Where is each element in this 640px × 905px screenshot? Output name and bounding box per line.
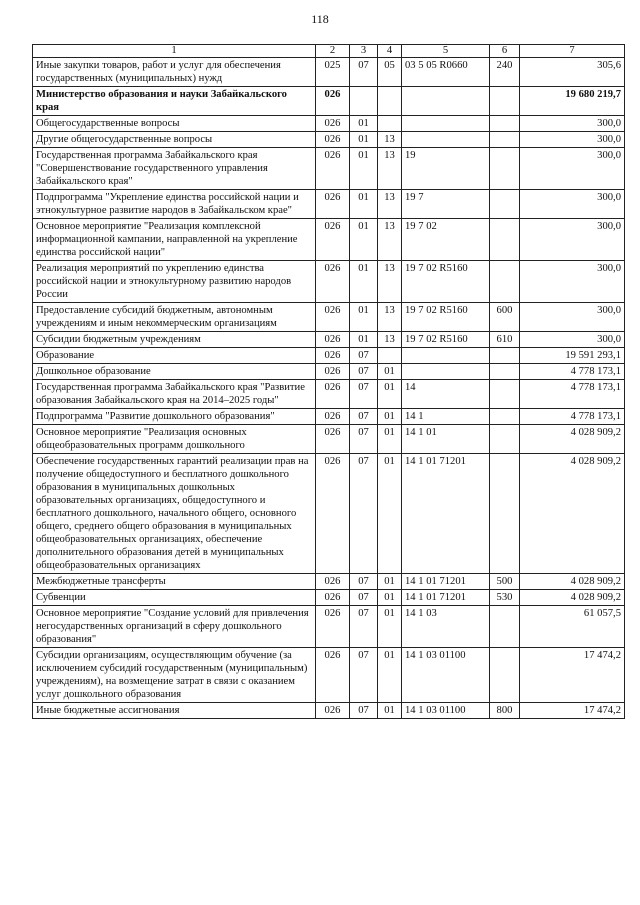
row-name-cell: Предоставление субсидий бюджетным, автономным учреждениям и иным некоммерческим организациям bbox=[33, 303, 316, 332]
amount-cell: 300,0 bbox=[520, 190, 625, 219]
expense-type-cell bbox=[490, 261, 520, 303]
target-article-cell: 14 1 01 71201 bbox=[402, 574, 490, 590]
row-name-cell: Субсидии бюджетным учреждениям bbox=[33, 332, 316, 348]
expense-type-cell bbox=[490, 219, 520, 261]
ministry-code-cell: 026 bbox=[316, 303, 350, 332]
table-row bbox=[33, 425, 625, 454]
row-name-cell: Общегосударственные вопросы bbox=[33, 116, 316, 132]
table-row bbox=[33, 116, 625, 132]
target-article-cell: 19 7 02 R5160 bbox=[402, 261, 490, 303]
target-article-cell: 14 1 03 01100 bbox=[402, 703, 490, 719]
ministry-code-cell: 026 bbox=[316, 425, 350, 454]
target-article-cell: 14 1 bbox=[402, 409, 490, 425]
expense-type-cell bbox=[490, 87, 520, 116]
subsection-cell: 13 bbox=[378, 332, 402, 348]
expense-type-cell bbox=[490, 148, 520, 190]
header-cell: 4 bbox=[378, 45, 402, 58]
amount-cell: 300,0 bbox=[520, 116, 625, 132]
amount-cell: 300,0 bbox=[520, 132, 625, 148]
table-row bbox=[33, 303, 625, 332]
section-cell: 07 bbox=[350, 380, 378, 409]
section-cell: 01 bbox=[350, 332, 378, 348]
subsection-cell bbox=[378, 348, 402, 364]
subsection-cell: 01 bbox=[378, 364, 402, 380]
amount-cell: 19 680 219,7 bbox=[520, 87, 625, 116]
budget-table bbox=[32, 44, 625, 719]
amount-cell: 19 591 293,1 bbox=[520, 348, 625, 364]
section-cell: 01 bbox=[350, 148, 378, 190]
section-cell: 01 bbox=[350, 190, 378, 219]
ministry-code-cell: 026 bbox=[316, 190, 350, 219]
ministry-code-cell: 026 bbox=[316, 261, 350, 303]
row-name-cell: Обеспечение государственных гарантий реализации прав на получение общедоступного и бесплатного дошкольного образования в муниципальных дошкольных образовательных организациях, общедоступного и бесплатного дошкольного, начального общего, основного общего, среднего общего образования в муниципальных общеобразовательных организациях, обеспечение дополнительного образования детей в муниципальных общеобразовательных организациях bbox=[33, 454, 316, 574]
amount-cell: 4 028 909,2 bbox=[520, 590, 625, 606]
section-cell: 01 bbox=[350, 261, 378, 303]
table-row bbox=[33, 332, 625, 348]
row-name-cell: Дошкольное образование bbox=[33, 364, 316, 380]
section-cell: 07 bbox=[350, 409, 378, 425]
ministry-code-cell: 026 bbox=[316, 132, 350, 148]
row-name-cell: Субсидии организациям, осуществляющим обучение (за исключением субсидий государственным (муниципальным) учреждениям), на возмещение затрат в связи с оказанием услуг дошкольного образования bbox=[33, 648, 316, 703]
expense-type-cell bbox=[490, 648, 520, 703]
section-cell: 07 bbox=[350, 606, 378, 648]
target-article-cell bbox=[402, 116, 490, 132]
header-cell: 7 bbox=[520, 45, 625, 58]
subsection-cell bbox=[378, 87, 402, 116]
expense-type-cell bbox=[490, 364, 520, 380]
amount-cell: 4 778 173,1 bbox=[520, 380, 625, 409]
amount-cell: 300,0 bbox=[520, 148, 625, 190]
subsection-cell: 01 bbox=[378, 425, 402, 454]
subsection-cell: 13 bbox=[378, 148, 402, 190]
table-row bbox=[33, 132, 625, 148]
amount-cell: 4 778 173,1 bbox=[520, 409, 625, 425]
target-article-cell: 19 7 bbox=[402, 190, 490, 219]
expense-type-cell: 600 bbox=[490, 303, 520, 332]
target-article-cell: 14 1 03 01100 bbox=[402, 648, 490, 703]
table-row bbox=[33, 219, 625, 261]
subsection-cell: 01 bbox=[378, 380, 402, 409]
section-cell: 07 bbox=[350, 574, 378, 590]
section-cell: 07 bbox=[350, 348, 378, 364]
row-name-cell: Субвенции bbox=[33, 590, 316, 606]
target-article-cell: 14 bbox=[402, 380, 490, 409]
subsection-cell: 01 bbox=[378, 606, 402, 648]
row-name-cell: Основное мероприятие "Создание условий для привлечения негосударственных организаций в сферу дошкольного образования" bbox=[33, 606, 316, 648]
ministry-code-cell: 026 bbox=[316, 148, 350, 190]
amount-cell: 4 778 173,1 bbox=[520, 364, 625, 380]
ministry-code-cell: 026 bbox=[316, 590, 350, 606]
ministry-code-cell: 026 bbox=[316, 116, 350, 132]
target-article-cell bbox=[402, 348, 490, 364]
expense-type-cell bbox=[490, 454, 520, 574]
subsection-cell: 01 bbox=[378, 590, 402, 606]
row-name-cell: Подпрограмма "Развитие дошкольного образования" bbox=[33, 409, 316, 425]
section-cell: 07 bbox=[350, 364, 378, 380]
header-cell: 3 bbox=[350, 45, 378, 58]
table-row bbox=[33, 703, 625, 719]
section-cell: 01 bbox=[350, 116, 378, 132]
row-name-cell: Подпрограмма "Укрепление единства российской нации и этнокультурное развитие народов в Забайкальском крае" bbox=[33, 190, 316, 219]
expense-type-cell: 610 bbox=[490, 332, 520, 348]
header-cell: 5 bbox=[402, 45, 490, 58]
ministry-code-cell: 026 bbox=[316, 648, 350, 703]
amount-cell: 4 028 909,2 bbox=[520, 574, 625, 590]
amount-cell: 300,0 bbox=[520, 332, 625, 348]
subsection-cell bbox=[378, 116, 402, 132]
expense-type-cell: 800 bbox=[490, 703, 520, 719]
expense-type-cell bbox=[490, 132, 520, 148]
section-cell: 07 bbox=[350, 703, 378, 719]
target-article-cell: 19 7 02 R5160 bbox=[402, 332, 490, 348]
amount-cell: 300,0 bbox=[520, 261, 625, 303]
table-row bbox=[33, 648, 625, 703]
table-row bbox=[33, 261, 625, 303]
amount-cell: 305,6 bbox=[520, 58, 625, 87]
target-article-cell: 14 1 01 71201 bbox=[402, 454, 490, 574]
section-cell: 07 bbox=[350, 425, 378, 454]
expense-type-cell: 500 bbox=[490, 574, 520, 590]
row-name-cell: Другие общегосударственные вопросы bbox=[33, 132, 316, 148]
subsection-cell: 13 bbox=[378, 190, 402, 219]
row-name-cell: Государственная программа Забайкальского края "Совершенствование государственного управления Забайкальского края" bbox=[33, 148, 316, 190]
row-name-cell: Реализация мероприятий по укреплению единства российской нации и этнокультурному развитию народов России bbox=[33, 261, 316, 303]
ministry-code-cell: 026 bbox=[316, 574, 350, 590]
section-cell: 07 bbox=[350, 590, 378, 606]
subsection-cell: 13 bbox=[378, 303, 402, 332]
amount-cell: 17 474,2 bbox=[520, 648, 625, 703]
expense-type-cell: 240 bbox=[490, 58, 520, 87]
header-cell: 6 bbox=[490, 45, 520, 58]
table-row bbox=[33, 364, 625, 380]
row-name-cell: Иные бюджетные ассигнования bbox=[33, 703, 316, 719]
target-article-cell: 19 7 02 R5160 bbox=[402, 303, 490, 332]
amount-cell: 4 028 909,2 bbox=[520, 425, 625, 454]
amount-cell: 300,0 bbox=[520, 219, 625, 261]
table-row bbox=[33, 58, 625, 87]
subsection-cell: 01 bbox=[378, 648, 402, 703]
target-article-cell: 14 1 01 71201 bbox=[402, 590, 490, 606]
subsection-cell: 01 bbox=[378, 703, 402, 719]
section-cell: 07 bbox=[350, 454, 378, 574]
table-row bbox=[33, 574, 625, 590]
row-name-cell: Межбюджетные трансферты bbox=[33, 574, 316, 590]
table-row bbox=[33, 380, 625, 409]
table-row bbox=[33, 348, 625, 364]
row-name-cell: Государственная программа Забайкальского края "Развитие образования Забайкальского края на 2014–2025 годы" bbox=[33, 380, 316, 409]
expense-type-cell bbox=[490, 380, 520, 409]
row-name-cell: Министерство образования и науки Забайкальского края bbox=[33, 87, 316, 116]
ministry-code-cell: 026 bbox=[316, 87, 350, 116]
table-row bbox=[33, 590, 625, 606]
table-row bbox=[33, 606, 625, 648]
section-cell: 07 bbox=[350, 58, 378, 87]
amount-cell: 17 474,2 bbox=[520, 703, 625, 719]
row-name-cell: Основное мероприятие "Реализация комплексной информационной кампании, направленной на укрепление единства российской нации" bbox=[33, 219, 316, 261]
expense-type-cell bbox=[490, 116, 520, 132]
amount-cell: 4 028 909,2 bbox=[520, 454, 625, 574]
target-article-cell bbox=[402, 132, 490, 148]
section-cell: 01 bbox=[350, 219, 378, 261]
expense-type-cell bbox=[490, 425, 520, 454]
header-cell: 2 bbox=[316, 45, 350, 58]
subsection-cell: 05 bbox=[378, 58, 402, 87]
table-row bbox=[33, 87, 625, 116]
table-row bbox=[33, 190, 625, 219]
subsection-cell: 13 bbox=[378, 132, 402, 148]
target-article-cell: 14 1 03 bbox=[402, 606, 490, 648]
ministry-code-cell: 026 bbox=[316, 380, 350, 409]
target-article-cell bbox=[402, 87, 490, 116]
expense-type-cell bbox=[490, 190, 520, 219]
target-article-cell: 19 bbox=[402, 148, 490, 190]
subsection-cell: 13 bbox=[378, 219, 402, 261]
expense-type-cell bbox=[490, 606, 520, 648]
table-row bbox=[33, 454, 625, 574]
section-cell: 07 bbox=[350, 648, 378, 703]
expense-type-cell bbox=[490, 348, 520, 364]
amount-cell: 300,0 bbox=[520, 303, 625, 332]
target-article-cell: 19 7 02 bbox=[402, 219, 490, 261]
ministry-code-cell: 026 bbox=[316, 606, 350, 648]
ministry-code-cell: 026 bbox=[316, 364, 350, 380]
row-name-cell: Образование bbox=[33, 348, 316, 364]
ministry-code-cell: 025 bbox=[316, 58, 350, 87]
ministry-code-cell: 026 bbox=[316, 332, 350, 348]
ministry-code-cell: 026 bbox=[316, 703, 350, 719]
target-article-cell bbox=[402, 364, 490, 380]
section-cell: 01 bbox=[350, 303, 378, 332]
table-row bbox=[33, 148, 625, 190]
expense-type-cell: 530 bbox=[490, 590, 520, 606]
expense-type-cell bbox=[490, 409, 520, 425]
subsection-cell: 01 bbox=[378, 409, 402, 425]
section-cell bbox=[350, 87, 378, 116]
subsection-cell: 01 bbox=[378, 454, 402, 574]
page-number: 118 bbox=[311, 12, 329, 26]
ministry-code-cell: 026 bbox=[316, 409, 350, 425]
table-header-row bbox=[33, 45, 625, 58]
subsection-cell: 01 bbox=[378, 574, 402, 590]
target-article-cell: 03 5 05 R0660 bbox=[402, 58, 490, 87]
row-name-cell: Основное мероприятие "Реализация основных общеобразовательных программ дошкольного bbox=[33, 425, 316, 454]
ministry-code-cell: 026 bbox=[316, 348, 350, 364]
ministry-code-cell: 026 bbox=[316, 219, 350, 261]
ministry-code-cell: 026 bbox=[316, 454, 350, 574]
amount-cell: 61 057,5 bbox=[520, 606, 625, 648]
section-cell: 01 bbox=[350, 132, 378, 148]
row-name-cell: Иные закупки товаров, работ и услуг для обеспечения государственных (муниципальных) нужд bbox=[33, 58, 316, 87]
subsection-cell: 13 bbox=[378, 261, 402, 303]
table-row bbox=[33, 409, 625, 425]
header-cell: 1 bbox=[33, 45, 316, 58]
target-article-cell: 14 1 01 bbox=[402, 425, 490, 454]
